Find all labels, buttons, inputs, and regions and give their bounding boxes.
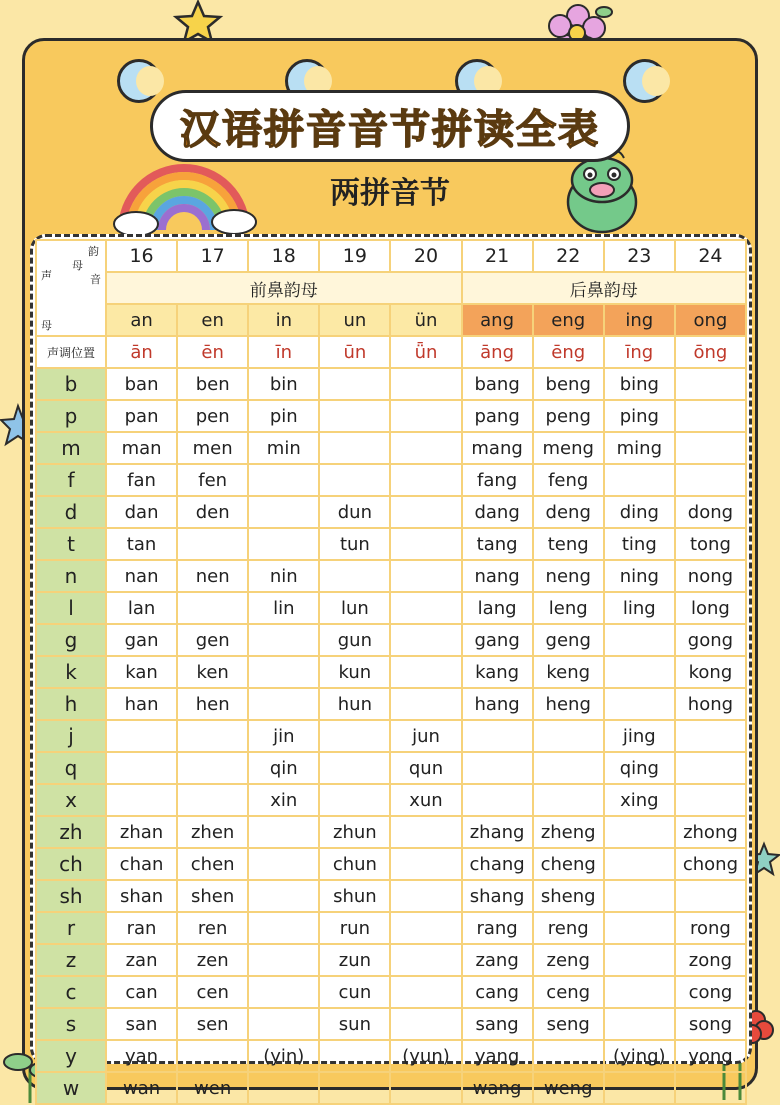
syllable-cell: (yin) bbox=[248, 1040, 319, 1072]
syllable-cell: xing bbox=[604, 784, 675, 816]
syllable-cell: wen bbox=[177, 1072, 248, 1104]
syllable-cell: peng bbox=[533, 400, 604, 432]
initial-cell: f bbox=[36, 464, 106, 496]
initial-cell: p bbox=[36, 400, 106, 432]
syllable-cell bbox=[319, 1040, 390, 1072]
initial-cell: n bbox=[36, 560, 106, 592]
column-number: 18 bbox=[248, 240, 319, 272]
syllable-cell bbox=[319, 400, 390, 432]
syllable-cell: fan bbox=[106, 464, 177, 496]
syllable-cell: ding bbox=[604, 496, 675, 528]
tone-mark: īng bbox=[604, 336, 675, 368]
syllable-cell: tong bbox=[675, 528, 746, 560]
syllable-cell: nen bbox=[177, 560, 248, 592]
syllable-cell bbox=[390, 592, 461, 624]
syllable-cell: chen bbox=[177, 848, 248, 880]
syllable-cell: pen bbox=[177, 400, 248, 432]
syllable-cell: zeng bbox=[533, 944, 604, 976]
syllable-cell: ping bbox=[604, 400, 675, 432]
table-row bbox=[36, 1040, 746, 1072]
syllable-cell: dong bbox=[675, 496, 746, 528]
syllable-cell bbox=[248, 880, 319, 912]
column-number: 16 bbox=[106, 240, 177, 272]
syllable-cell bbox=[390, 432, 461, 464]
header-number-row bbox=[36, 240, 746, 272]
syllable-cell: zan bbox=[106, 944, 177, 976]
table-row bbox=[36, 656, 746, 688]
syllable-table-container bbox=[30, 234, 752, 1100]
syllable-cell: zhen bbox=[177, 816, 248, 848]
syllable-cell bbox=[248, 1008, 319, 1040]
syllable-cell: zhan bbox=[106, 816, 177, 848]
final-label: en bbox=[177, 304, 248, 336]
tone-mark: ǖn bbox=[390, 336, 461, 368]
initial-cell: zh bbox=[36, 816, 106, 848]
syllable-cell: dang bbox=[462, 496, 533, 528]
group-back-nasal: 后鼻韵母 bbox=[462, 272, 746, 304]
initial-cell: g bbox=[36, 624, 106, 656]
table-row bbox=[36, 688, 746, 720]
syllable-cell: zun bbox=[319, 944, 390, 976]
syllable-cell: ling bbox=[604, 592, 675, 624]
syllable-cell bbox=[319, 464, 390, 496]
syllable-cell: yang bbox=[462, 1040, 533, 1072]
table-row bbox=[36, 912, 746, 944]
syllable-cell: den bbox=[177, 496, 248, 528]
initial-cell: r bbox=[36, 912, 106, 944]
syllable-cell: rong bbox=[675, 912, 746, 944]
syllable-cell bbox=[319, 1072, 390, 1104]
syllable-cell bbox=[675, 720, 746, 752]
syllable-cell bbox=[390, 1008, 461, 1040]
syllable-cell: wang bbox=[462, 1072, 533, 1104]
syllable-cell bbox=[604, 688, 675, 720]
syllable-cell: tan bbox=[106, 528, 177, 560]
syllable-cell bbox=[248, 656, 319, 688]
syllable-cell bbox=[604, 1008, 675, 1040]
syllable-cell: pan bbox=[106, 400, 177, 432]
initial-cell: t bbox=[36, 528, 106, 560]
syllable-cell: nong bbox=[675, 560, 746, 592]
syllable-cell bbox=[390, 976, 461, 1008]
syllable-cell: zang bbox=[462, 944, 533, 976]
syllable-cell: run bbox=[319, 912, 390, 944]
syllable-cell: hang bbox=[462, 688, 533, 720]
syllable-cell bbox=[248, 816, 319, 848]
initial-cell: z bbox=[36, 944, 106, 976]
syllable-cell: lang bbox=[462, 592, 533, 624]
column-number: 24 bbox=[675, 240, 746, 272]
syllable-cell: teng bbox=[533, 528, 604, 560]
syllable-cell bbox=[248, 496, 319, 528]
initial-cell: q bbox=[36, 752, 106, 784]
syllable-cell: sheng bbox=[533, 880, 604, 912]
header-group-row bbox=[36, 272, 746, 304]
tone-position-label: 声调位置 bbox=[36, 336, 106, 368]
syllable-cell: qin bbox=[248, 752, 319, 784]
initial-cell: l bbox=[36, 592, 106, 624]
header-tone-row bbox=[36, 336, 746, 368]
table-row bbox=[36, 720, 746, 752]
syllable-cell: zhong bbox=[675, 816, 746, 848]
initial-cell: y bbox=[36, 1040, 106, 1072]
syllable-cell bbox=[604, 1072, 675, 1104]
syllable-cell: song bbox=[675, 1008, 746, 1040]
table-row bbox=[36, 432, 746, 464]
final-label: un bbox=[319, 304, 390, 336]
column-number: 22 bbox=[533, 240, 604, 272]
syllable-cell bbox=[248, 528, 319, 560]
syllable-cell: man bbox=[106, 432, 177, 464]
initial-cell: k bbox=[36, 656, 106, 688]
syllable-cell bbox=[248, 848, 319, 880]
syllable-cell: ken bbox=[177, 656, 248, 688]
syllable-cell: gun bbox=[319, 624, 390, 656]
syllable-cell: qun bbox=[390, 752, 461, 784]
syllable-cell: can bbox=[106, 976, 177, 1008]
syllable-cell: dun bbox=[319, 496, 390, 528]
tone-mark: ōng bbox=[675, 336, 746, 368]
syllable-cell: kun bbox=[319, 656, 390, 688]
syllable-cell: han bbox=[106, 688, 177, 720]
syllable-cell bbox=[604, 848, 675, 880]
initial-cell: s bbox=[36, 1008, 106, 1040]
syllable-cell bbox=[604, 976, 675, 1008]
syllable-cell: kong bbox=[675, 656, 746, 688]
syllable-cell: zen bbox=[177, 944, 248, 976]
syllable-cell: cun bbox=[319, 976, 390, 1008]
syllable-cell: chang bbox=[462, 848, 533, 880]
syllable-cell: nang bbox=[462, 560, 533, 592]
syllable-cell bbox=[177, 784, 248, 816]
syllable-cell: feng bbox=[533, 464, 604, 496]
syllable-cell: ning bbox=[604, 560, 675, 592]
syllable-cell bbox=[604, 880, 675, 912]
table-row bbox=[36, 1072, 746, 1104]
syllable-cell: yan bbox=[106, 1040, 177, 1072]
syllable-cell bbox=[390, 624, 461, 656]
syllable-cell bbox=[675, 784, 746, 816]
syllable-cell: zong bbox=[675, 944, 746, 976]
syllable-cell bbox=[462, 784, 533, 816]
syllable-cell: ben bbox=[177, 368, 248, 400]
syllable-cell bbox=[177, 720, 248, 752]
syllable-cell bbox=[390, 944, 461, 976]
initial-cell: ch bbox=[36, 848, 106, 880]
syllable-cell: seng bbox=[533, 1008, 604, 1040]
syllable-cell: hun bbox=[319, 688, 390, 720]
table-row bbox=[36, 400, 746, 432]
title-banner bbox=[150, 90, 630, 162]
tone-mark: īn bbox=[248, 336, 319, 368]
syllable-cell bbox=[390, 560, 461, 592]
syllable-cell bbox=[462, 720, 533, 752]
table-row bbox=[36, 752, 746, 784]
group-front-nasal: 前鼻韵母 bbox=[106, 272, 462, 304]
syllable-cell bbox=[390, 400, 461, 432]
syllable-cell bbox=[604, 944, 675, 976]
table-row bbox=[36, 624, 746, 656]
tone-mark: āng bbox=[462, 336, 533, 368]
syllable-cell: sang bbox=[462, 1008, 533, 1040]
syllable-cell: bing bbox=[604, 368, 675, 400]
syllable-cell bbox=[106, 720, 177, 752]
syllable-cell: pin bbox=[248, 400, 319, 432]
syllable-cell: heng bbox=[533, 688, 604, 720]
final-label: eng bbox=[533, 304, 604, 336]
syllable-cell bbox=[604, 816, 675, 848]
syllable-cell bbox=[675, 432, 746, 464]
syllable-cell bbox=[177, 592, 248, 624]
syllable-cell: lan bbox=[106, 592, 177, 624]
syllable-cell bbox=[248, 624, 319, 656]
table-row bbox=[36, 848, 746, 880]
initial-cell: d bbox=[36, 496, 106, 528]
binder-ring bbox=[623, 59, 667, 103]
syllable-cell bbox=[390, 688, 461, 720]
syllable-cell: hong bbox=[675, 688, 746, 720]
syllable-cell bbox=[390, 912, 461, 944]
syllable-cell bbox=[675, 464, 746, 496]
syllable-cell bbox=[248, 688, 319, 720]
syllable-cell bbox=[319, 368, 390, 400]
syllable-cell: jing bbox=[604, 720, 675, 752]
syllable-cell: geng bbox=[533, 624, 604, 656]
syllable-cell: gang bbox=[462, 624, 533, 656]
syllable-cell: deng bbox=[533, 496, 604, 528]
table-row bbox=[36, 368, 746, 400]
syllable-cell: cen bbox=[177, 976, 248, 1008]
final-label: ün bbox=[390, 304, 461, 336]
syllable-cell: weng bbox=[533, 1072, 604, 1104]
syllable-cell: cong bbox=[675, 976, 746, 1008]
syllable-table bbox=[35, 239, 747, 1105]
table-row bbox=[36, 464, 746, 496]
page-subtitle: 两拼音节 bbox=[330, 176, 450, 211]
table-row bbox=[36, 1008, 746, 1040]
table-row bbox=[36, 816, 746, 848]
table-row bbox=[36, 944, 746, 976]
syllable-cell bbox=[675, 752, 746, 784]
syllable-cell bbox=[319, 720, 390, 752]
syllable-cell: bang bbox=[462, 368, 533, 400]
syllable-cell: shen bbox=[177, 880, 248, 912]
syllable-cell bbox=[604, 912, 675, 944]
header-final-row bbox=[36, 304, 746, 336]
syllable-cell: wan bbox=[106, 1072, 177, 1104]
syllable-cell: qing bbox=[604, 752, 675, 784]
syllable-cell: (ying) bbox=[604, 1040, 675, 1072]
syllable-cell bbox=[248, 912, 319, 944]
syllable-cell: cang bbox=[462, 976, 533, 1008]
table-row bbox=[36, 496, 746, 528]
syllable-cell bbox=[390, 656, 461, 688]
syllable-cell bbox=[177, 528, 248, 560]
column-number: 20 bbox=[390, 240, 461, 272]
tone-mark: ūn bbox=[319, 336, 390, 368]
initial-cell: h bbox=[36, 688, 106, 720]
syllable-cell bbox=[177, 752, 248, 784]
syllable-cell: sen bbox=[177, 1008, 248, 1040]
table-row bbox=[36, 784, 746, 816]
syllable-cell: yong bbox=[675, 1040, 746, 1072]
syllable-cell: tang bbox=[462, 528, 533, 560]
syllable-cell: zheng bbox=[533, 816, 604, 848]
column-number: 19 bbox=[319, 240, 390, 272]
table-row bbox=[36, 880, 746, 912]
syllable-cell bbox=[533, 1040, 604, 1072]
column-number: 17 bbox=[177, 240, 248, 272]
syllable-cell: ting bbox=[604, 528, 675, 560]
syllable-cell: mang bbox=[462, 432, 533, 464]
syllable-cell: gen bbox=[177, 624, 248, 656]
syllable-cell: kan bbox=[106, 656, 177, 688]
syllable-cell bbox=[177, 1040, 248, 1072]
page-title: 汉语拼音音节拼读全表 bbox=[180, 106, 600, 153]
syllable-cell: ceng bbox=[533, 976, 604, 1008]
syllable-cell bbox=[604, 656, 675, 688]
syllable-cell bbox=[675, 400, 746, 432]
syllable-cell: zhang bbox=[462, 816, 533, 848]
rainbow-icon bbox=[112, 150, 258, 238]
syllable-cell: reng bbox=[533, 912, 604, 944]
syllable-cell bbox=[533, 784, 604, 816]
syllable-cell: lun bbox=[319, 592, 390, 624]
syllable-cell: ming bbox=[604, 432, 675, 464]
syllable-cell: leng bbox=[533, 592, 604, 624]
syllable-cell: ren bbox=[177, 912, 248, 944]
tone-mark: ēng bbox=[533, 336, 604, 368]
syllable-cell: lin bbox=[248, 592, 319, 624]
syllable-cell: zhun bbox=[319, 816, 390, 848]
syllable-cell bbox=[604, 624, 675, 656]
column-number: 23 bbox=[604, 240, 675, 272]
syllable-cell: jin bbox=[248, 720, 319, 752]
syllable-cell bbox=[248, 1072, 319, 1104]
syllable-cell bbox=[390, 464, 461, 496]
syllable-cell: gan bbox=[106, 624, 177, 656]
syllable-cell: san bbox=[106, 1008, 177, 1040]
syllable-cell bbox=[319, 432, 390, 464]
column-number: 21 bbox=[462, 240, 533, 272]
final-label: ong bbox=[675, 304, 746, 336]
syllable-cell bbox=[248, 976, 319, 1008]
syllable-cell: tun bbox=[319, 528, 390, 560]
syllable-cell bbox=[390, 496, 461, 528]
syllable-cell: nin bbox=[248, 560, 319, 592]
final-label: ing bbox=[604, 304, 675, 336]
syllable-cell: chun bbox=[319, 848, 390, 880]
syllable-cell bbox=[319, 752, 390, 784]
syllable-cell bbox=[106, 784, 177, 816]
syllable-cell: dan bbox=[106, 496, 177, 528]
syllable-cell bbox=[248, 944, 319, 976]
syllable-cell bbox=[533, 752, 604, 784]
table-row bbox=[36, 592, 746, 624]
syllable-cell: jun bbox=[390, 720, 461, 752]
initial-cell: w bbox=[36, 1072, 106, 1104]
syllable-cell bbox=[390, 816, 461, 848]
initial-cell: x bbox=[36, 784, 106, 816]
syllable-cell bbox=[604, 464, 675, 496]
syllable-cell: ban bbox=[106, 368, 177, 400]
syllable-cell bbox=[390, 368, 461, 400]
syllable-cell: beng bbox=[533, 368, 604, 400]
final-label: in bbox=[248, 304, 319, 336]
syllable-cell bbox=[533, 720, 604, 752]
syllable-cell: pang bbox=[462, 400, 533, 432]
initial-cell: sh bbox=[36, 880, 106, 912]
initial-cell: j bbox=[36, 720, 106, 752]
syllable-cell: neng bbox=[533, 560, 604, 592]
syllable-cell bbox=[319, 560, 390, 592]
syllable-cell: cheng bbox=[533, 848, 604, 880]
syllable-cell bbox=[675, 880, 746, 912]
syllable-cell: rang bbox=[462, 912, 533, 944]
syllable-cell: kang bbox=[462, 656, 533, 688]
syllable-cell bbox=[248, 464, 319, 496]
table-row bbox=[36, 976, 746, 1008]
binder-ring bbox=[117, 59, 161, 103]
tone-mark: ēn bbox=[177, 336, 248, 368]
syllable-cell bbox=[390, 848, 461, 880]
initial-cell: c bbox=[36, 976, 106, 1008]
syllable-cell: xin bbox=[248, 784, 319, 816]
syllable-cell: sun bbox=[319, 1008, 390, 1040]
syllable-cell bbox=[675, 1072, 746, 1104]
syllable-cell: min bbox=[248, 432, 319, 464]
syllable-cell: shun bbox=[319, 880, 390, 912]
syllable-cell bbox=[675, 368, 746, 400]
syllable-cell: nan bbox=[106, 560, 177, 592]
syllable-cell: meng bbox=[533, 432, 604, 464]
table-row bbox=[36, 528, 746, 560]
syllable-cell: keng bbox=[533, 656, 604, 688]
initial-cell: b bbox=[36, 368, 106, 400]
syllable-cell: chong bbox=[675, 848, 746, 880]
syllable-cell: gong bbox=[675, 624, 746, 656]
tone-mark: ān bbox=[106, 336, 177, 368]
syllable-cell bbox=[390, 1072, 461, 1104]
syllable-cell: fang bbox=[462, 464, 533, 496]
table-row bbox=[36, 560, 746, 592]
syllable-cell bbox=[106, 752, 177, 784]
syllable-cell: hen bbox=[177, 688, 248, 720]
syllable-cell: ran bbox=[106, 912, 177, 944]
initial-cell: m bbox=[36, 432, 106, 464]
syllable-cell: men bbox=[177, 432, 248, 464]
syllable-cell: chan bbox=[106, 848, 177, 880]
syllable-cell: xun bbox=[390, 784, 461, 816]
final-label: an bbox=[106, 304, 177, 336]
syllable-cell: (yun) bbox=[390, 1040, 461, 1072]
syllable-cell: long bbox=[675, 592, 746, 624]
syllable-cell: shan bbox=[106, 880, 177, 912]
syllable-cell bbox=[390, 880, 461, 912]
syllable-cell: bin bbox=[248, 368, 319, 400]
syllable-cell bbox=[390, 528, 461, 560]
syllable-cell: fen bbox=[177, 464, 248, 496]
syllable-cell bbox=[319, 784, 390, 816]
corner-cell: 韵 母 音 声 母 bbox=[36, 240, 106, 336]
final-label: ang bbox=[462, 304, 533, 336]
syllable-cell bbox=[462, 752, 533, 784]
syllable-cell: shang bbox=[462, 880, 533, 912]
